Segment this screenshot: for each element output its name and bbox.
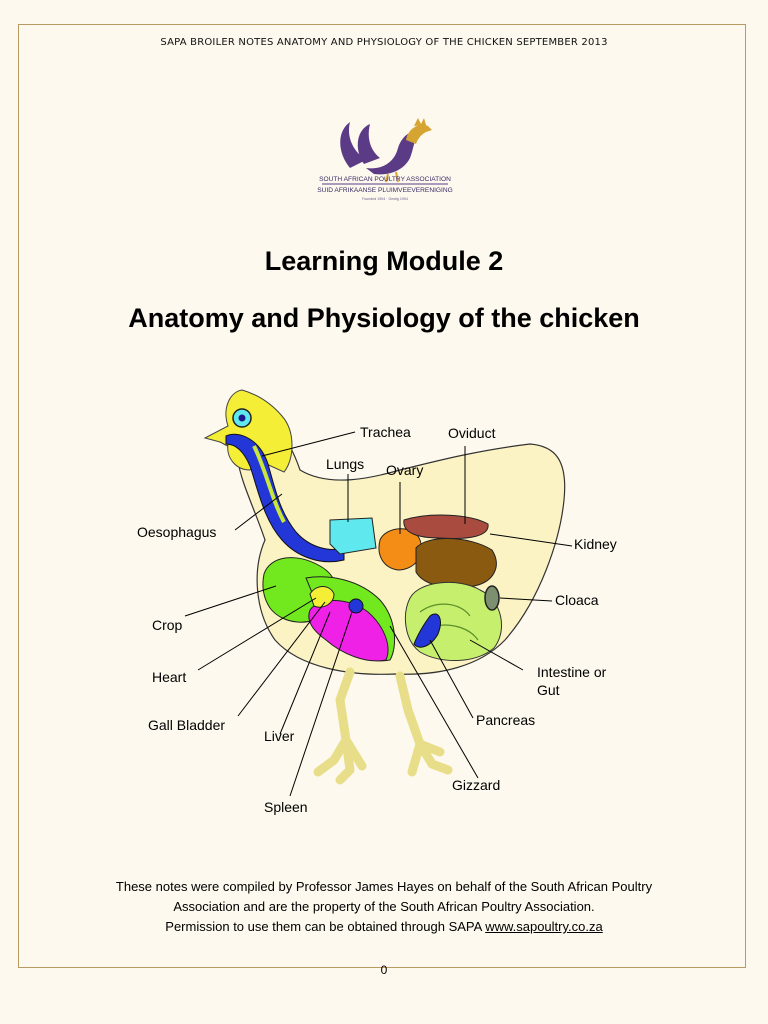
footer-line-3 <box>0 917 768 937</box>
label-ovary: Ovary <box>386 462 424 478</box>
label-crop: Crop <box>152 617 183 633</box>
footer-notice <box>0 877 768 937</box>
label-liver: Liver <box>264 728 295 744</box>
kidney-organ <box>404 515 488 538</box>
cloaca-organ <box>485 586 499 610</box>
lungs-organ <box>330 518 376 554</box>
footer-line-2: Association and are the property of the South African Poultry Association. <box>173 899 595 914</box>
logo-rooster-comb <box>414 118 426 126</box>
label-oesophagus: Oesophagus <box>137 524 217 540</box>
module-title: Learning Module 2 <box>264 246 504 276</box>
label-trachea: Trachea <box>360 424 411 440</box>
footer-line-1: These notes were compiled by Professor James Hayes on behalf of the South African Poultry <box>115 879 653 894</box>
chicken-leg-left <box>318 672 362 780</box>
gall-bladder-organ <box>349 599 363 613</box>
label-oviduct: Oviduct <box>448 425 496 441</box>
label-heart: Heart <box>152 669 187 685</box>
logo-name-en: SOUTH AFRICAN POULTRY ASSOCIATION <box>319 176 451 183</box>
label-gizzard: Gizzard <box>452 777 501 793</box>
logo-rooster-head <box>406 125 432 144</box>
label-lungs: Lungs <box>326 456 365 472</box>
chicken-anatomy-diagram <box>120 380 660 820</box>
module-subtitle: Anatomy and Physiology of the chicken <box>128 303 640 333</box>
label-intestine-line1: Intestine or <box>537 664 607 680</box>
label-gall-bladder: Gall Bladder <box>148 717 226 733</box>
label-cloaca: Cloaca <box>555 592 599 608</box>
egg-mass-organ <box>416 538 496 587</box>
footer-line-3-text: Permission to use them can be obtained through SAPA <box>165 919 486 934</box>
sapoultry-link[interactable]: www.sapoultry.co.za <box>485 919 603 934</box>
logo-name-af: SUID AFRIKAANSE PLUIMVEEVERENIGING <box>317 187 453 194</box>
running-header: SAPA BROILER NOTES ANATOMY AND PHYSIOLOGY OF THE CHICKEN SEPTEMBER 2013 <box>160 37 608 48</box>
page-number: 0 <box>380 963 388 977</box>
label-kidney: Kidney <box>574 536 617 552</box>
logo-founded: Founded 1904 · Gestig 1904 <box>362 197 408 201</box>
logo-rooster-tail-2 <box>358 124 380 164</box>
sapa-logo <box>310 110 460 210</box>
label-spleen: Spleen <box>264 799 308 815</box>
chicken-leg-right <box>400 676 448 772</box>
label-pancreas: Pancreas <box>476 712 536 728</box>
label-intestine-line2: Gut <box>537 682 560 698</box>
